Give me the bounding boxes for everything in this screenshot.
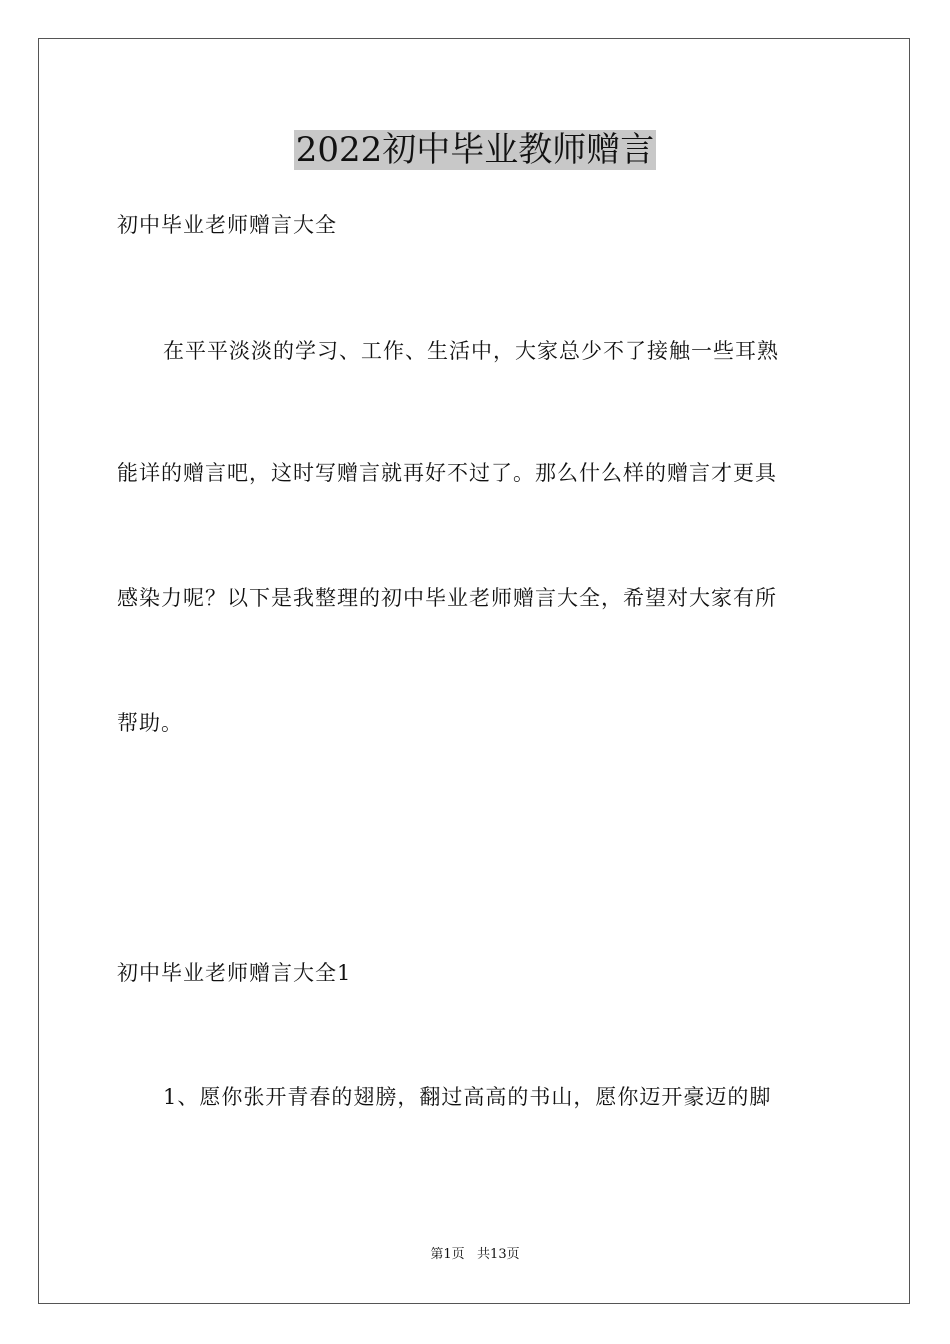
document-title-text: 2022初中毕业教师赠言 xyxy=(295,130,655,170)
document-subtitle: 初中毕业老师赠言大全 xyxy=(117,213,337,237)
intro-paragraph-line-1: 在平平淡淡的学习、工作、生活中，大家总少不了接触一些耳熟 xyxy=(163,339,779,363)
section-heading: 初中毕业老师赠言大全1 xyxy=(117,961,352,985)
intro-paragraph-line-2: 能详的赠言吧，这时写赠言就再好不过了。那么什么样的赠言才更具 xyxy=(117,461,777,485)
list-item-1-line: 1、愿你张开青春的翅膀，翻过高高的书山，愿你迈开豪迈的脚 xyxy=(163,1085,772,1109)
intro-paragraph-line-3: 感染力呢？以下是我整理的初中毕业老师赠言大全，希望对大家有所 xyxy=(117,586,777,610)
intro-paragraph-line-4: 帮助。 xyxy=(117,711,183,735)
document-title xyxy=(0,126,950,174)
page-footer: 第1页 共13页 xyxy=(430,1247,520,1262)
